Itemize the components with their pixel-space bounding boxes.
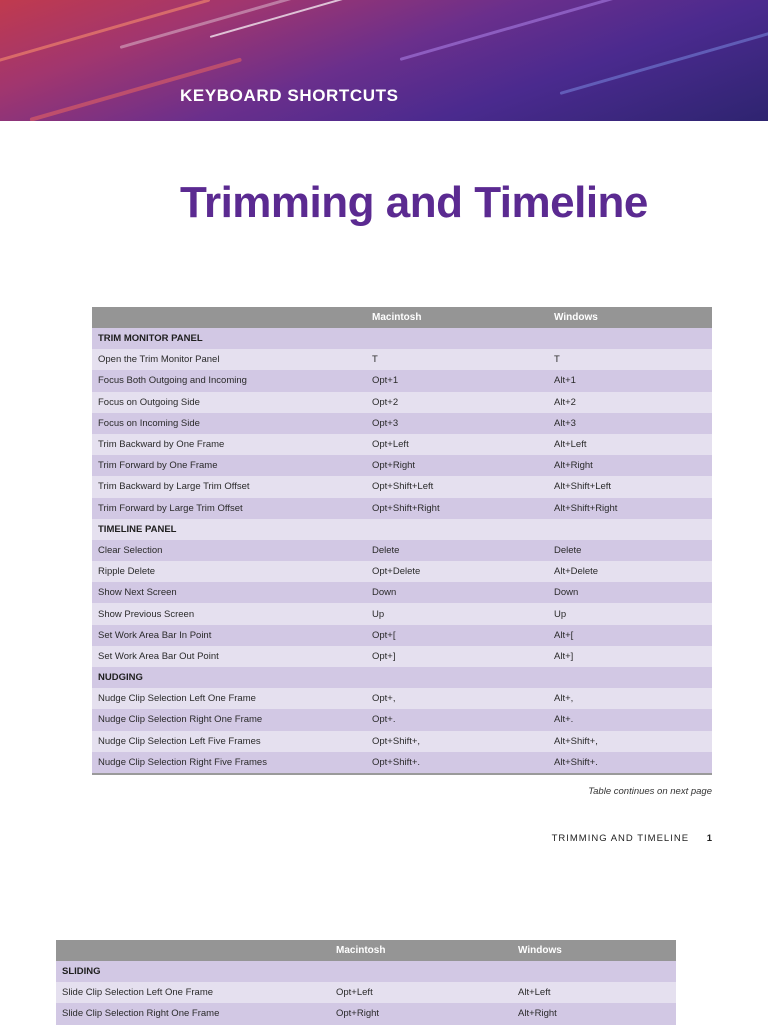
- mac-shortcut: Opt+Shift+Left: [366, 476, 548, 497]
- mac-shortcut: Down: [366, 582, 548, 603]
- table-row: [92, 561, 712, 582]
- shortcut-action: Open the Trim Monitor Panel: [92, 349, 366, 370]
- table-row: [92, 370, 712, 391]
- windows-shortcut: [548, 667, 712, 688]
- shortcuts-table: [92, 307, 712, 775]
- mac-shortcut: Opt+.: [366, 709, 548, 730]
- windows-shortcut: Alt+Shift+.: [548, 752, 712, 774]
- section-row: [92, 328, 712, 349]
- mac-shortcut: Opt+[: [366, 625, 548, 646]
- shortcut-action: Show Next Screen: [92, 582, 366, 603]
- shortcut-action: Trim Backward by One Frame: [92, 434, 366, 455]
- mac-shortcut: Opt+Right: [330, 1003, 512, 1024]
- table-header-row: [56, 940, 676, 961]
- light-streak: [560, 20, 768, 95]
- windows-shortcut: [512, 961, 676, 982]
- table-header-row: [92, 307, 712, 328]
- table-row: [92, 540, 712, 561]
- mac-shortcut: Delete: [366, 540, 548, 561]
- shortcut-action: Trim Forward by One Frame: [92, 455, 366, 476]
- windows-shortcut: Alt+Right: [512, 1003, 676, 1024]
- mac-shortcut: Opt+,: [366, 688, 548, 709]
- windows-shortcut: Alt+[: [548, 625, 712, 646]
- shortcut-action: Focus on Outgoing Side: [92, 392, 366, 413]
- light-streak: [210, 0, 460, 38]
- mac-shortcut: [366, 328, 548, 349]
- shortcut-action: Nudge Clip Selection Right Five Frames: [92, 752, 366, 774]
- section-heading: TRIM MONITOR PANEL: [92, 328, 366, 349]
- mac-shortcut: Opt+1: [366, 370, 548, 391]
- table-row: [92, 455, 712, 476]
- table-row: [92, 413, 712, 434]
- table-row: [92, 709, 712, 730]
- shortcuts-table-continued: [56, 940, 676, 1025]
- light-streak: [0, 0, 210, 73]
- windows-shortcut: Alt+Shift+,: [548, 731, 712, 752]
- mac-shortcut: Opt+2: [366, 392, 548, 413]
- mac-shortcut: Opt+Left: [330, 982, 512, 1003]
- shortcut-action: Ripple Delete: [92, 561, 366, 582]
- column-header-action: [56, 940, 330, 961]
- shortcut-action: Nudge Clip Selection Left Five Frames: [92, 731, 366, 752]
- column-header-macintosh: Macintosh: [366, 307, 548, 328]
- mac-shortcut: Opt+Delete: [366, 561, 548, 582]
- shortcut-action: Trim Backward by Large Trim Offset: [92, 476, 366, 497]
- column-header-macintosh: Macintosh: [330, 940, 512, 961]
- mac-shortcut: Opt+Right: [366, 455, 548, 476]
- table-row: [92, 582, 712, 603]
- shortcut-action: Show Previous Screen: [92, 603, 366, 624]
- mac-shortcut: T: [366, 349, 548, 370]
- mac-shortcut: Opt+Left: [366, 434, 548, 455]
- column-header-windows: Windows: [548, 307, 712, 328]
- page-footer: [552, 833, 712, 844]
- windows-shortcut: Alt+Delete: [548, 561, 712, 582]
- table-continues-note: Table continues on next page: [588, 786, 712, 797]
- shortcut-action: Slide Clip Selection Left One Frame: [56, 982, 330, 1003]
- footer-section-title: TRIMMING AND TIMELINE: [551, 833, 690, 844]
- windows-shortcut: Alt+1: [548, 370, 712, 391]
- mac-shortcut: [366, 667, 548, 688]
- page-number: 1: [706, 833, 712, 844]
- section-row: [92, 667, 712, 688]
- section-heading: SLIDING: [56, 961, 330, 982]
- windows-shortcut: Delete: [548, 540, 712, 561]
- windows-shortcut: [548, 328, 712, 349]
- table-row: [92, 498, 712, 519]
- table-row: [92, 392, 712, 413]
- windows-shortcut: Alt+Shift+Left: [548, 476, 712, 497]
- table-row: [92, 476, 712, 497]
- table-row: [92, 434, 712, 455]
- mac-shortcut: Opt+]: [366, 646, 548, 667]
- mac-shortcut: Opt+Shift+.: [366, 752, 548, 774]
- shortcut-action: Clear Selection: [92, 540, 366, 561]
- table-row: [92, 688, 712, 709]
- section-row: [92, 519, 712, 540]
- column-header-windows: Windows: [512, 940, 676, 961]
- light-streak: [120, 0, 409, 49]
- table-row: [56, 1003, 676, 1024]
- header-banner: [0, 0, 768, 121]
- windows-shortcut: Alt+Shift+Right: [548, 498, 712, 519]
- column-header-action: [92, 307, 366, 328]
- mac-shortcut: Opt+3: [366, 413, 548, 434]
- table-row: [92, 752, 712, 774]
- shortcut-action: Set Work Area Bar Out Point: [92, 646, 366, 667]
- windows-shortcut: T: [548, 349, 712, 370]
- section-heading: NUDGING: [92, 667, 366, 688]
- table-row: [92, 646, 712, 667]
- shortcut-action: Nudge Clip Selection Left One Frame: [92, 688, 366, 709]
- windows-shortcut: Alt+Right: [548, 455, 712, 476]
- table-row: [56, 982, 676, 1003]
- mac-shortcut: Opt+Shift+Right: [366, 498, 548, 519]
- shortcut-action: Focus on Incoming Side: [92, 413, 366, 434]
- banner-title: KEYBOARD SHORTCUTS: [180, 86, 399, 105]
- windows-shortcut: Alt+.: [548, 709, 712, 730]
- page-title: Trimming and Timeline: [180, 178, 648, 227]
- mac-shortcut: [366, 519, 548, 540]
- shortcut-action: Set Work Area Bar In Point: [92, 625, 366, 646]
- shortcut-action: Focus Both Outgoing and Incoming: [92, 370, 366, 391]
- mac-shortcut: [330, 961, 512, 982]
- windows-shortcut: Alt+2: [548, 392, 712, 413]
- windows-shortcut: Alt+Left: [512, 982, 676, 1003]
- mac-shortcut: Up: [366, 603, 548, 624]
- table-row: [92, 731, 712, 752]
- windows-shortcut: Alt+]: [548, 646, 712, 667]
- windows-shortcut: Alt+3: [548, 413, 712, 434]
- windows-shortcut: Alt+Left: [548, 434, 712, 455]
- windows-shortcut: Down: [548, 582, 712, 603]
- windows-shortcut: [548, 519, 712, 540]
- table-row: [92, 625, 712, 646]
- windows-shortcut: Up: [548, 603, 712, 624]
- table-row: [92, 603, 712, 624]
- shortcut-action: Slide Clip Selection Right One Frame: [56, 1003, 330, 1024]
- windows-shortcut: Alt+,: [548, 688, 712, 709]
- shortcut-action: Nudge Clip Selection Right One Frame: [92, 709, 366, 730]
- mac-shortcut: Opt+Shift+,: [366, 731, 548, 752]
- section-row: [56, 961, 676, 982]
- shortcut-action: Trim Forward by Large Trim Offset: [92, 498, 366, 519]
- table-row: [92, 349, 712, 370]
- section-heading: TIMELINE PANEL: [92, 519, 366, 540]
